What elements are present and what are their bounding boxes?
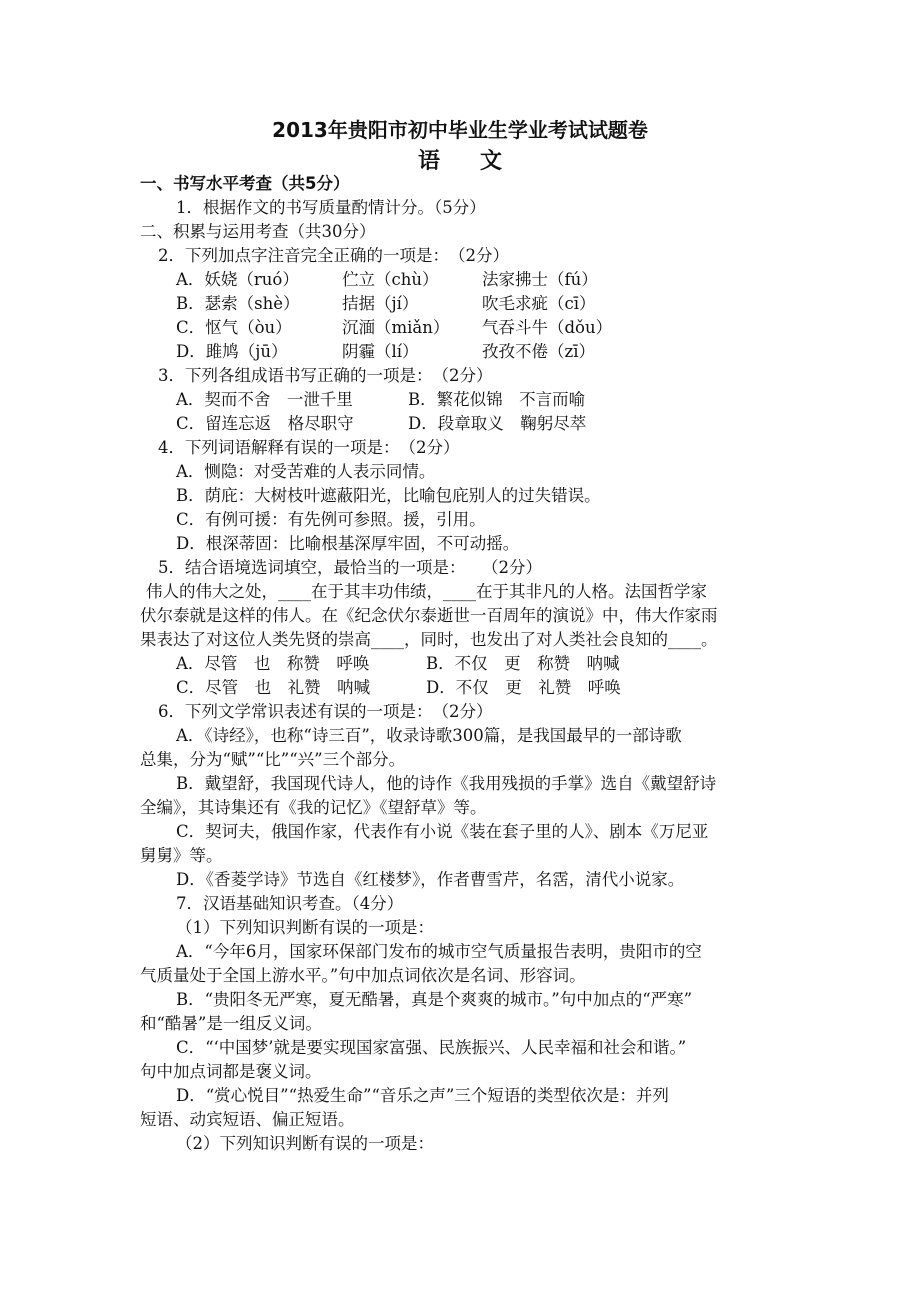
option-line: 气质量处于全国上游水平。”句中加点词依次是名词、形容词。 (140, 966, 586, 985)
option-line: D．“赏心悦目”“热爱生命”“音乐之声”三个短语的类型依次是：并列 (176, 1086, 669, 1105)
page-title: 2013年贵阳市初中毕业生学业考试试题卷 (272, 118, 648, 142)
option-idiom: 气吞斗牛（dǒu） (482, 318, 613, 337)
option: D．雎鸠（jū） (176, 342, 288, 361)
option-word: 拮据（jí） (342, 294, 419, 313)
option: A．恻隐：对受苦难的人表示同情。 (176, 462, 436, 481)
option-line: 全编》，其诗集还有《我的记忆》《望舒草》等。 (140, 798, 487, 817)
question-7-sub1: （1）下列知识判断有误的一项是： (176, 918, 434, 937)
option-line: 句中加点词都是褒义词。 (140, 1062, 322, 1081)
option-word: 沉湎（miǎn） (342, 318, 450, 337)
option-line: B．“贵阳冬无严寒，夏无酷暑，真是个爽爽的城市。”句中加点的“严寒” (176, 990, 693, 1009)
option: C．尽管 也 礼赞 呐喊 (176, 678, 371, 697)
option-line: 舅舅》等。 (140, 846, 223, 865)
question-5-stem: 5．结合语境选词填空，最恰当的一项是： （2分） (158, 558, 542, 577)
option-line: B．戴望舒，我国现代诗人，他的诗作《我用残损的手掌》选自《戴望舒诗 (176, 774, 717, 793)
section-2-heading: 二、积累与运用考查（共30分） (140, 222, 376, 241)
question-4-stem: 4．下列词语解释有误的一项是： （2分） (158, 438, 460, 457)
option: D．段章取义 鞠躬尽萃 (408, 414, 587, 433)
subject-title: 语文 (417, 149, 542, 174)
passage-line: 伟人的伟大之处，____在于其丰功伟绩，____在于其非凡的人格。法国哲学家 (146, 582, 707, 601)
option-word: 伫立（chù） (342, 270, 439, 289)
option: C．留连忘返 格尽职守 (176, 414, 354, 433)
option-line: A．《诗经》，也称“诗三百”，收录诗歌300篇，是我国最早的一部诗歌 (176, 726, 682, 745)
option: D．不仅 更 礼赞 呼唤 (426, 678, 621, 697)
option-line: C．“‘中国梦’就是要实现国家富强、民族振兴、人民幸福和社会和谐。” (176, 1038, 687, 1057)
option: A．契而不舍 一泄千里 (176, 390, 353, 409)
option: D．根深蒂固：比喻根基深厚牢固，不可动摇。 (176, 534, 520, 553)
question-3-stem: 3．下列各组成语书写正确的一项是： （2分） (158, 366, 493, 385)
option-idiom: 孜孜不倦（zī） (482, 342, 595, 361)
option-line: A．“今年6月，国家环保部门发布的城市空气质量报告表明，贵阳市的空 (176, 942, 702, 961)
question-6-stem: 6．下列文学常识表述有误的一项是： （2分） (158, 702, 493, 721)
option: B．荫庇：大树枝叶遮蔽阳光，比喻包庇别人的过失错误。 (176, 486, 601, 505)
option-line: 短语、动宾短语、偏正短语。 (140, 1110, 355, 1129)
option-line: 和“酷暑”是一组反义词。 (140, 1014, 322, 1033)
option-word: 阴霾（lí） (342, 342, 419, 361)
section-1-heading: 一、书写水平考查（共5分） (140, 174, 350, 193)
passage-line: 果表达了对这位人类先贤的崇高____，同时，也发出了对人类社会良知的____。 (140, 630, 718, 649)
option-line: C．契诃夫，俄国作家，代表作有小说《装在套子里的人》、剧本《万尼亚 (176, 822, 709, 841)
option: A．尽管 也 称赞 呼唤 (176, 654, 370, 673)
option: B．繁花似锦 不言而喻 (408, 390, 586, 409)
option: B．不仅 更 称赞 呐喊 (426, 654, 620, 673)
option: A．妖娆（ruó） (176, 270, 299, 289)
question-1: 1．根据作文的书写质量酌情计分。（5分） (176, 198, 486, 217)
option-line: D．《香菱学诗》节选自《红楼梦》，作者曹雪芹，名霑，清代小说家。 (176, 870, 685, 889)
option-line: 总集，分为“赋”“比”“兴”三个部分。 (140, 750, 406, 769)
option: B．瑟索（shè） (176, 294, 300, 313)
question-7-sub2: （2）下列知识判断有误的一项是： (176, 1134, 434, 1153)
option-idiom: 法家拂士（fú） (482, 270, 598, 289)
question-7-stem: 7．汉语基础知识考查。（4分） (176, 894, 404, 913)
option-idiom: 吹毛求疵（cī） (482, 294, 596, 313)
option: C．怄气（òu） (176, 318, 292, 337)
passage-line: 伏尔泰就是这样的伟人。在《纪念伏尔泰逝世一百周年的演说》中，伟大作家雨 (140, 606, 718, 625)
option: C．有例可援：有先例可参照。援，引用。 (176, 510, 486, 529)
question-2-stem: 2．下列加点字注音完全正确的一项是： （2分） (158, 246, 509, 265)
